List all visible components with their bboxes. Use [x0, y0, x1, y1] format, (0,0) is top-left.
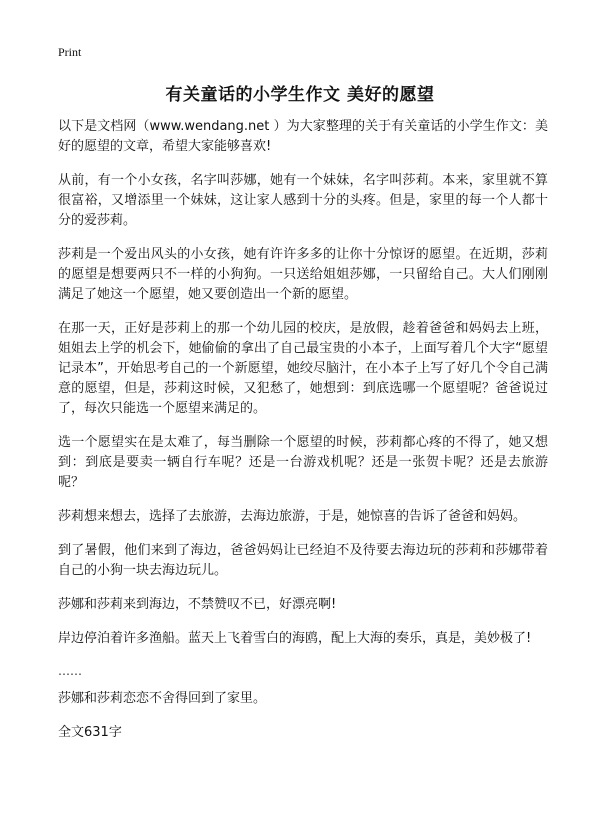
story-paragraph: 在那一天，正好是莎莉上的那一个幼儿园的校庆，是放假，趁着爸爸和妈妈去上班，姐姐去上学的机会下，她偷偷的拿出了自己最宝贵的小本子，上面写着几个大字“愿望记录本”，开始思考自己的一个新愿望，她绞尽脑汁，在小本子上写了好几个令自己满意的愿望，但是，莎莉这时候，又犯愁了，她想到：到底选哪一个愿望呢？爸爸说过了，每次只能选一个愿望来满足的。 — [58, 321, 548, 416]
story-paragraph: 岸边停泊着许多渔船。蓝天上飞着雪白的海鸥，配上大海的奏乐，真是，美妙极了! — [58, 631, 532, 646]
intro-paragraph: 以下是文档网（www.wendang.net ）为大家整理的关于有关童话的小学生作文：美好的愿望的文章，希望大家能够喜欢! — [58, 119, 548, 154]
closing-paragraph: 莎娜和莎莉恋恋不舍得回到了家里。 — [58, 691, 267, 706]
story-paragraph: 莎莉想来想去，选择了去旅游，去海边旅游，于是，她惊喜的告诉了爸爸和妈妈。 — [58, 509, 527, 524]
story-paragraph: 到了暑假，他们来到了海边，爸爸妈妈让已经迫不及待要去海边玩的莎莉和莎娜带着自己的小狗一块去海边玩儿。 — [58, 543, 548, 578]
story-paragraph: 从前，有一个小女孩，名字叫莎娜，她有一个妹妹，名字叫莎莉。本来，家里就不算很富裕，又增添里一个妹妹，这让家人感到十分的头疼。但是，家里的每一个人都十分的爱莎莉。 — [58, 173, 548, 228]
story-paragraph: 选一个愿望实在是太难了，每当删除一个愿望的时候，莎莉都心疼的不得了，她又想到：到底是要卖一辆自行车呢？还是一台游戏机呢？还是一张贺卡呢？还是去旅游呢？ — [58, 435, 548, 490]
print-label: Print — [58, 45, 82, 59]
story-paragraph: 莎莉是一个爱出风头的小女孩，她有许许多多的让你十分惊讶的愿望。在近期，莎莉的愿望是想要两只不一样的小狗狗。一只送给姐姐莎娜，一只留给自己。大人们刚刚满足了她这一个愿望，她又要创造出一个新的愿望。 — [58, 247, 548, 302]
story-paragraph: 莎娜和莎莉来到海边，不禁赞叹不已，好漂亮啊! — [58, 597, 337, 612]
word-count: 全文631字 — [58, 725, 122, 740]
page-title: 有关童话的小学生作文 美好的愿望 — [165, 85, 435, 105]
ellipsis: …… — [58, 664, 82, 678]
article-body — [58, 117, 548, 743]
